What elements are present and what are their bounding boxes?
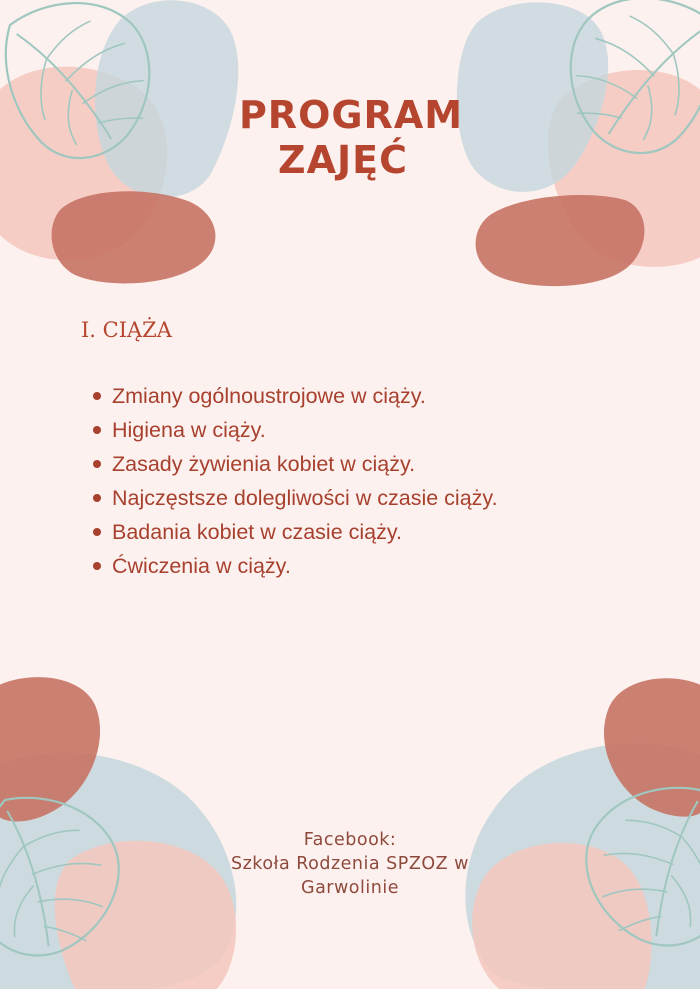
list-item [91,447,498,481]
section-heading: I. CIĄŻA [81,318,172,342]
bullet-icon [93,392,101,400]
list-item-text: Zmiany ogólnoustrojowe w ciąży. [112,384,426,408]
footer-contact [0,828,700,900]
list-item-text: Badania kobiet w czasie ciąży. [112,520,402,544]
list-item [91,379,498,413]
bullet-icon [93,562,101,570]
footer-line-facebook: Facebook: [303,830,397,850]
terracotta-blob [52,191,216,283]
footer-line-school-name: Szkoła Rodzenia SPZOZ w [231,854,469,874]
footer-line-town: Garwolinie [301,878,399,898]
bullet-icon [93,528,101,536]
list-item [91,549,498,583]
topic-list [91,379,498,583]
list-item [91,515,498,549]
list-item-text: Ćwiczenia w ciąży. [112,554,291,578]
terracotta-blob [476,195,645,286]
list-item [91,413,498,447]
page-title-line-1: PROGRAM [238,93,464,137]
bullet-icon [93,494,101,502]
bullet-icon [93,426,101,434]
list-item-text: Higiena w ciąży. [112,418,266,442]
bullet-icon [93,460,101,468]
list-item-text: Najczęstsze dolegliwości w czasie ciąży. [112,486,498,510]
list-item-text: Zasady żywienia kobiet w ciąży. [112,452,416,476]
list-item [91,481,498,515]
page-title-line-2: ZAJĘĆ [278,138,408,182]
